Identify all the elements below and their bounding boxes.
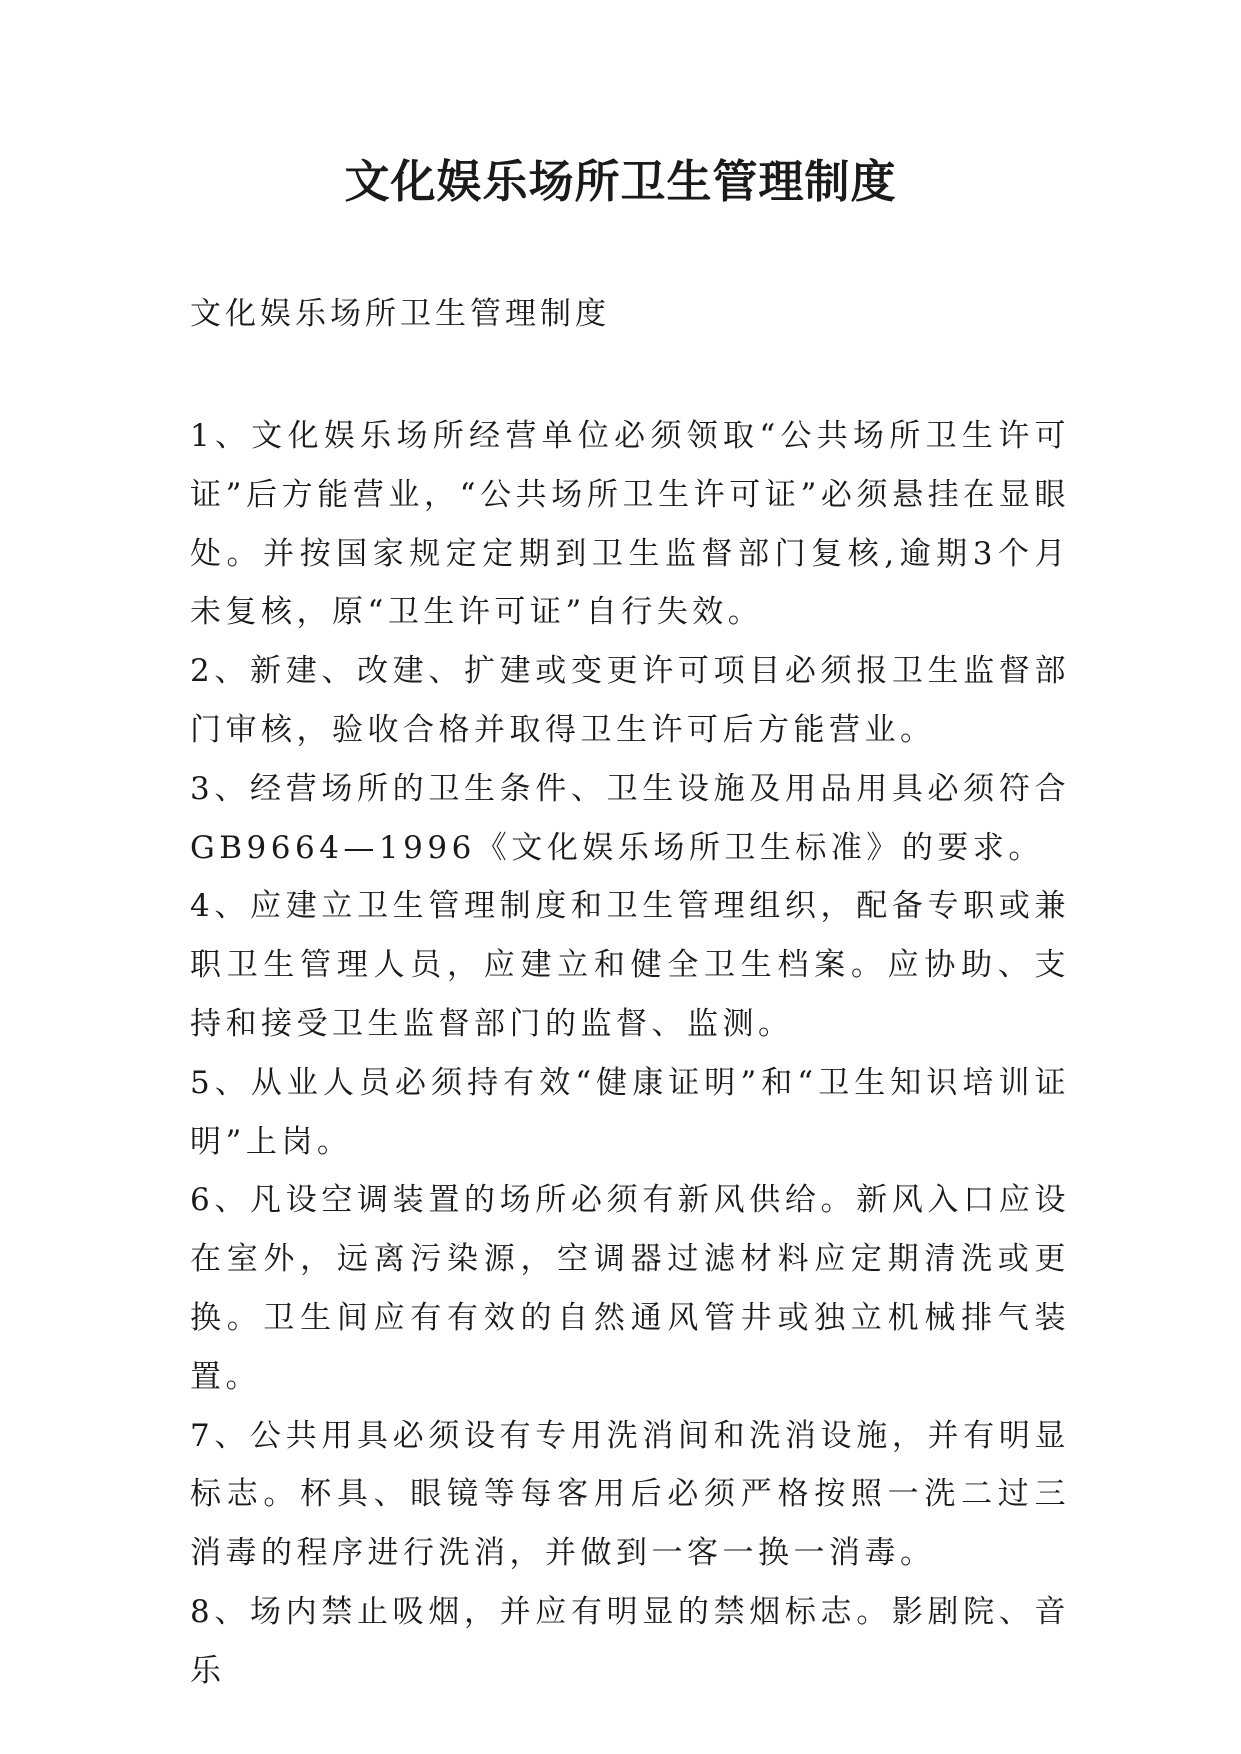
document-subtitle: 文化娱乐场所卫生管理制度 — [190, 296, 610, 332]
paragraph-7: 7、公共用具必须设有专用洗消间和洗消设施，并有明显标志。杯具、眼镜等每客用后必须严格按照一洗二过三消毒的程序进行洗消，并做到一客一换一消毒。 — [190, 1417, 1070, 1572]
paragraph-3: 3、经营场所的卫生条件、卫生设施及用品用具必须符合GB9664—1996《文化娱乐场所卫生标准》的要求。 — [190, 770, 1070, 866]
paragraph-2: 2、新建、改建、扩建或变更许可项目必须报卫生监督部门审核，验收合格并取得卫生许可后方能营业。 — [190, 653, 1070, 748]
paragraph-1: 1、文化娱乐场所经营单位必须领取“公共场所卫生许可证”后方能营业，“公共场所卫生许可证”必须悬挂在显眼处。并按国家规定定期到卫生监督部门复核,逾期3个月未复核，原“卫生许可证”自行失效。 — [190, 418, 1070, 631]
document-body — [190, 407, 1070, 1701]
paragraph-6: 6、凡设空调装置的场所必须有新风供给。新风入口应设在室外，远离污染源，空调器过滤材料应定期清洗或更换。卫生间应有有效的自然通风管井或独立机械排气装置。 — [190, 1182, 1070, 1395]
paragraph-5: 5、从业人员必须持有效“健康证明”和“卫生知识培训证明”上岗。 — [190, 1064, 1070, 1160]
paragraph-4: 4、应建立卫生管理制度和卫生管理组织，配备专职或兼职卫生管理人员，应建立和健全卫生档案。应协助、支持和接受卫生监督部门的监督、监测。 — [190, 888, 1070, 1042]
paragraph-8: 8、场内禁止吸烟，并应有明显的禁烟标志。影剧院、音乐 — [190, 1593, 1070, 1689]
document-title: 文化娱乐场所卫生管理制度 — [344, 155, 897, 208]
